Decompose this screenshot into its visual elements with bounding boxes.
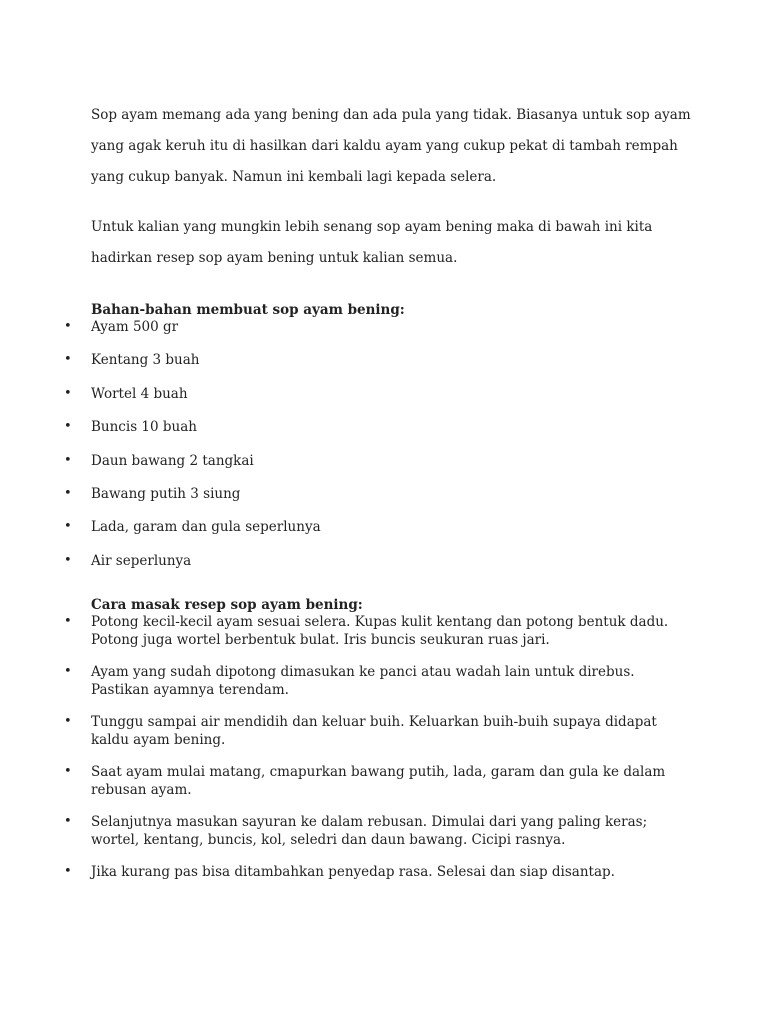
bullet-icon: • [64, 664, 72, 679]
step-text: Potong kecil-kecil ayam sesuai selera. Kupas kulit kentang dan potong bentuk dadu. Potong juga wortel berbentuk bulat. Iris buncis seukuran ruas jari. [91, 614, 669, 648]
intro-paragraph-1: Sop ayam memang ada yang bening dan ada pula yang tidak. Biasanya untuk sop ayam yang agak keruh itu di hasilkan dari kaldu ayam yang cukup pekat di tambah rempah yang cukup banyak. Namun ini kembali lagi kepada selera. [91, 107, 691, 185]
bullet-icon: • [64, 714, 72, 729]
bullet-icon: • [64, 352, 72, 368]
list-item [0, 813, 768, 849]
ingredient-text: Bawang putih 3 siung [91, 485, 241, 502]
step-text: Selanjutnya masukan sayuran ke dalam rebusan. Dimulai dari yang paling keras; wortel, kentang, buncis, kol, seledri dan daun bawang. Cicipi rasnya. [91, 814, 648, 848]
bullet-icon: • [64, 452, 72, 468]
ingredient-text: Air seperlunya [91, 552, 192, 569]
bullet-icon: • [64, 385, 72, 401]
ingredient-text: Buncis 10 buah [91, 419, 197, 436]
ingredient-text: Ayam 500 gr [91, 319, 179, 335]
steps-heading: Cara masak resep sop ayam bening: [91, 597, 363, 613]
bullet-icon: • [64, 814, 72, 829]
list-item [0, 863, 768, 881]
list-item [0, 518, 768, 536]
bullet-icon: • [64, 419, 72, 435]
step-text: Ayam yang sudah dipotong dimasukan ke panci atau wadah lain untuk direbus. Pastikan ayamnya terendam. [91, 664, 635, 698]
bullet-icon: • [64, 485, 72, 501]
list-item [0, 485, 768, 503]
ingredients-heading: Bahan-bahan membuat sop ayam bening: [91, 302, 405, 318]
step-text: Tunggu sampai air mendidih dan keluar buih. Keluarkan buih-buih supaya didapat kaldu ayam bening. [91, 714, 657, 748]
step-text: Jika kurang pas bisa ditambahkan penyedap rasa. Selesai dan siap disantap. [91, 864, 615, 880]
steps-list [0, 613, 768, 895]
ingredient-text: Wortel 4 buah [91, 385, 188, 402]
bullet-icon: • [64, 864, 72, 879]
bullet-icon: • [64, 614, 72, 629]
list-item [0, 351, 768, 369]
ingredient-text: Lada, garam dan gula seperlunya [91, 519, 321, 536]
step-text: Saat ayam mulai matang, cmapurkan bawang putih, lada, garam dan gula ke dalam rebusan ayam. [91, 764, 666, 798]
ingredient-text: Daun bawang 2 tangkai [91, 452, 254, 469]
list-item [0, 418, 768, 436]
list-item [0, 552, 768, 570]
list-item [0, 452, 768, 470]
bullet-icon: • [64, 764, 72, 779]
list-item [0, 385, 768, 403]
list-item [0, 763, 768, 799]
list-item [0, 713, 768, 749]
bullet-icon: • [64, 519, 72, 535]
bullet-icon: • [64, 319, 72, 334]
list-item [0, 663, 768, 699]
ingredients-list [0, 318, 768, 585]
list-item [0, 318, 768, 336]
ingredient-text: Kentang 3 buah [91, 352, 200, 369]
list-item [0, 613, 768, 649]
intro-paragraph-2: Untuk kalian yang mungkin lebih senang sop ayam bening maka di bawah ini kita hadirkan resep sop ayam bening untuk kalian semua. [91, 219, 653, 266]
bullet-icon: • [64, 552, 72, 568]
